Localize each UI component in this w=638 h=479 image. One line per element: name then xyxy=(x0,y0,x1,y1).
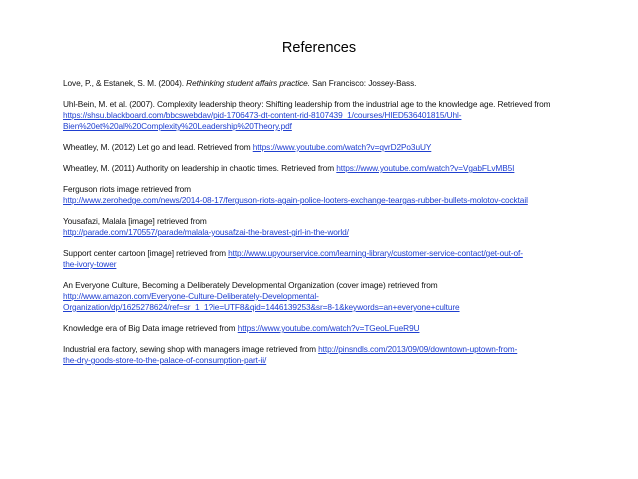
reference-wheatley-2011 xyxy=(63,163,603,174)
reference-link[interactable]: https://www.youtube.com/watch?v=TGeoLFueR9U xyxy=(237,323,420,333)
reference-link[interactable]: http://pinsndls.com/2013/09/09/downtown-uptown-from- xyxy=(318,344,518,354)
reference-link-continued[interactable]: Organization/dp/1625278624/ref=sr_1_1?ie=UTF8&qid=1446139253&sr=8-1&keywords=an+everyone+culture xyxy=(63,302,460,312)
reference-text: Wheatley, M. (2011) Authority on leadership in chaotic times. Retrieved from xyxy=(63,163,337,173)
reference-link-continued[interactable]: the-dry-goods-store-to-the-palace-of-consumption-part-ii/ xyxy=(63,355,267,365)
reference-text: Wheatley, M. (2012) Let go and lead. Retrieved from xyxy=(63,142,253,152)
reference-big-data xyxy=(63,323,603,334)
reference-text: Love, P., & Estanek, S. M. (2004). xyxy=(63,78,187,88)
reference-link[interactable]: http://www.zerohedge.com/news/2014-08-17/ferguson-riots-again-police-looters-exchange-teargas-rubber-bullets-molotov-cocktail xyxy=(63,195,528,205)
reference-list xyxy=(63,78,603,376)
reference-uhl-bein xyxy=(63,99,603,132)
reference-link-continued[interactable]: the-ivory-tower xyxy=(63,259,117,269)
reference-link[interactable]: http://www.upyourservice.com/learning-library/customer-service-contact/get-out-of- xyxy=(228,248,523,258)
reference-text: San Francisco: Jossey-Bass. xyxy=(309,78,417,88)
reference-text: An Everyone Culture, Becoming a Deliberately Developmental Organization (cover image) retrieved from xyxy=(63,280,438,290)
reference-support-center xyxy=(63,248,603,270)
reference-text: Support center cartoon [image] retrieved from xyxy=(63,248,229,258)
reference-link-continued[interactable]: Bien%20et%20al%20Complexity%20Leadership%20Theory.pdf xyxy=(63,121,292,131)
reference-text: Ferguson riots image retrieved from xyxy=(63,184,191,194)
reference-link[interactable]: https://www.youtube.com/watch?v=VgabFLvMB5I xyxy=(336,163,515,173)
reference-link[interactable]: http://www.amazon.com/Everyone-Culture-Deliberately-Developmental- xyxy=(63,291,319,301)
reference-everyone-culture xyxy=(63,280,603,313)
reference-malala xyxy=(63,216,603,238)
reference-text: Yousafazi, Malala [image] retrieved from xyxy=(63,216,207,226)
page-title: References xyxy=(281,40,357,56)
reference-love-estanek xyxy=(63,78,603,89)
reference-link[interactable]: https://shsu.blackboard.com/bbcswebdav/pid-1706473-dt-content-rid-8107439_1/courses/HIED536401815/Uhl- xyxy=(63,110,462,120)
book-title: Rethinking student affairs practice. xyxy=(186,78,310,88)
reference-text: Industrial era factory, sewing shop with managers image retrieved from xyxy=(63,344,319,354)
reference-text: Uhl-Bein, M. et al. (2007). Complexity leadership theory: Shifting leadership from the industrial age to the knowledge age. Retrieved from xyxy=(63,99,551,109)
reference-industrial-era xyxy=(63,344,603,366)
reference-link[interactable]: https://www.youtube.com/watch?v=qvrD2Po3uUY xyxy=(252,142,432,152)
reference-text: Knowledge era of Big Data image retrieved from xyxy=(63,323,238,333)
reference-link[interactable]: http://parade.com/170557/parade/malala-yousafzai-the-bravest-girl-in-the-world/ xyxy=(63,227,349,237)
reference-wheatley-2012 xyxy=(63,142,603,153)
reference-ferguson xyxy=(63,184,603,206)
